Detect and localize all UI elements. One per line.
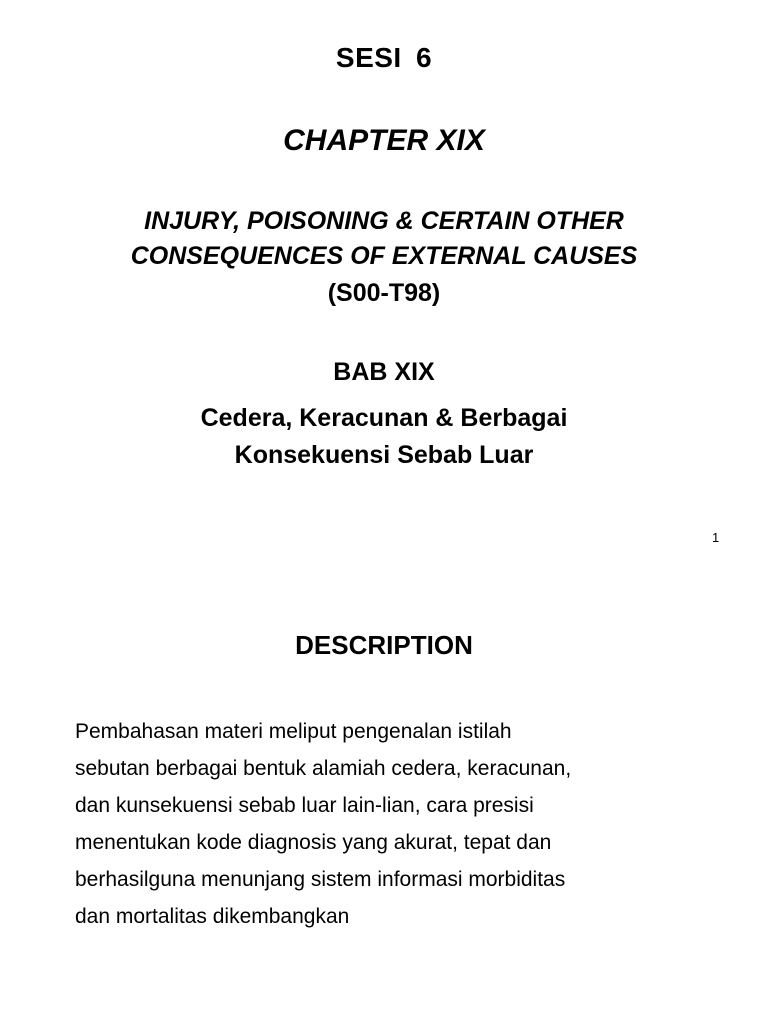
page-number: 1 [712,530,720,545]
chapter-subtitle-line: INJURY, POISONING & CERTAIN OTHER [144,207,624,235]
description-line: dan kunsekuensi sebab luar lain-lian, cara presisi [75,794,534,817]
description-body [75,713,715,935]
chapter-subtitle-line: CONSEQUENCES OF EXTERNAL CAUSES [130,242,638,270]
bab-description-line: Konsekuensi Sebab Luar [234,441,534,469]
code-range: (S00-T98) [327,279,441,307]
description-line: menentukan kode diagnosis yang akurat, tepat dan [75,831,552,854]
description-line: berhasilguna menunjang sistem informasi morbiditas [75,868,566,891]
chapter-title: CHAPTER XIX [283,124,485,157]
description-title: DESCRIPTION [295,630,473,660]
description-line: dan mortalitas dikembangkan [75,905,350,928]
bab-title: BAB XIX [333,358,435,386]
description-line: sebutan berbagai bentuk alamiah cedera, keracunan, [75,757,572,780]
description-line: Pembahasan materi meliput pengenalan istilah [75,720,512,743]
bab-description-line: Cedera, Keracunan & Berbagai [200,404,568,432]
chapter-subtitle [0,204,768,274]
bab-description [0,400,768,474]
session-title: SESI 6 [335,42,433,73]
slide-2 [0,560,768,1024]
